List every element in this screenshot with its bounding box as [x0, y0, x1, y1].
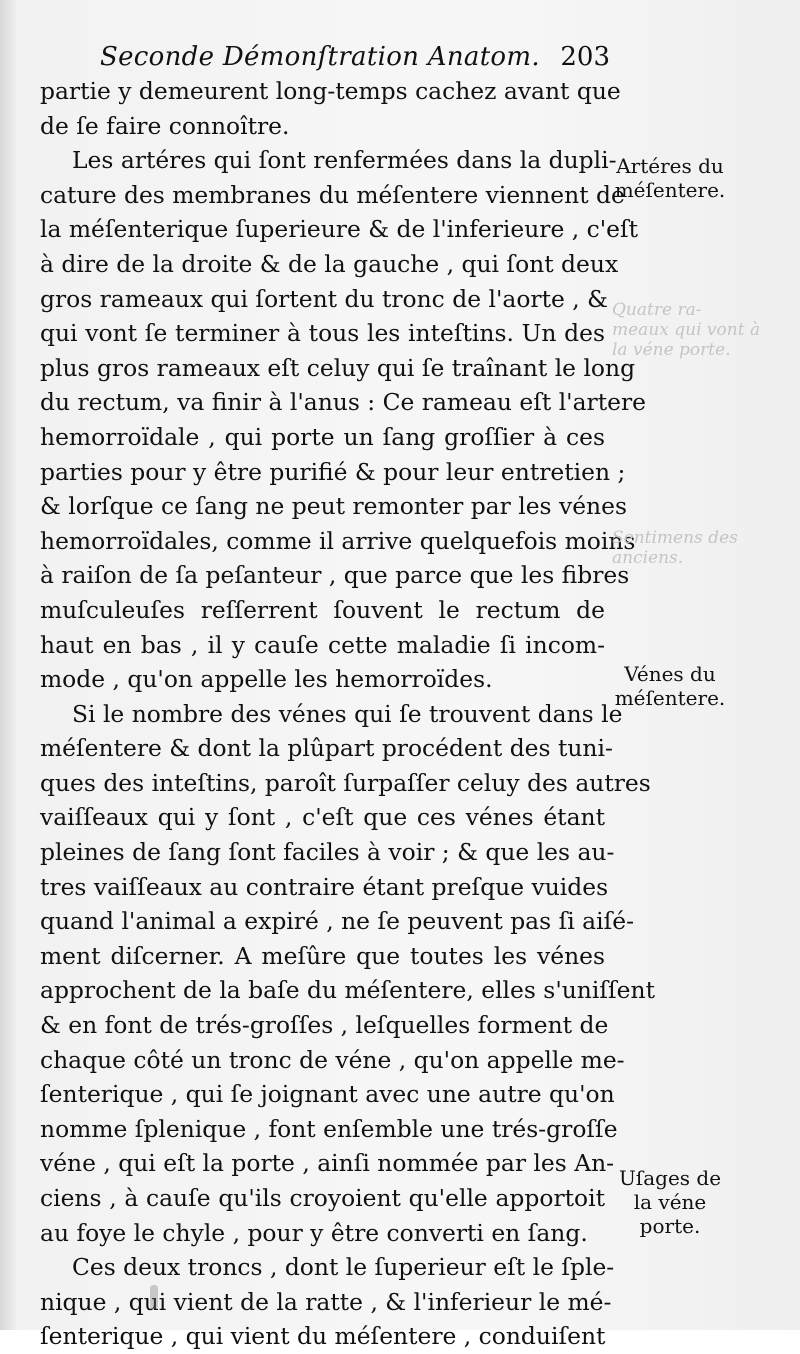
text-line: véne , qui eſt la porte , ainſi nommée par les An-	[40, 1149, 615, 1178]
margin-note-usages: Uſages de la véne porte.	[618, 1166, 722, 1238]
text-line: plus gros rameaux eſt celuy qui ſe traînant le long	[40, 353, 636, 382]
text-line: Les artéres qui ſont renfermées dans la dupli-	[72, 146, 617, 175]
text-line: méſentere & dont la plûpart procédent des tuni-	[40, 734, 613, 763]
text-line: parties pour y être purifié & pour leur entretien ;	[40, 457, 626, 486]
text-line: pleines de ſang ſont faciles à voir ; & que les au-	[40, 838, 615, 867]
margin-note-venes: Vénes du méſentere.	[614, 662, 726, 710]
text-line: ciens , à cauſe qu'ils croyoient qu'elle apportoit	[40, 1184, 605, 1212]
page-number: 203	[560, 42, 610, 72]
text-line: muſculeuſes reſſerrent ſouvent le rectum de	[40, 595, 605, 624]
text-line: nomme ſplenique , font enſemble une trés-groſſe	[40, 1114, 618, 1143]
running-title: Seconde Démonſtration Anatom.	[100, 42, 540, 72]
text-line: ſenterique , qui ſe joignant avec une autre qu'on	[40, 1080, 615, 1109]
text-line: du rectum, va finir à l'anus : Ce rameau eſt l'artere	[40, 388, 646, 417]
bleed-through-text: Quatre ra- meaux qui vont à la véne porte.	[612, 300, 761, 360]
page-header	[100, 38, 610, 78]
text-line: & lorſque ce ſang ne peut remonter par les vénes	[40, 492, 627, 521]
margin-note-arteres: Artéres du méſentere.	[614, 154, 726, 202]
text-line: cature des membranes du méſentere viennent de	[40, 180, 625, 209]
ink-mark	[150, 1285, 158, 1309]
text-line: au foye le chyle , pour y être converti en ſang.	[40, 1218, 588, 1247]
text-line: chaque côté un tronc de véne , qu'on appelle me-	[40, 1045, 625, 1074]
text-line: ques des inteſtins, paroît ſurpaſſer celuy des autres	[40, 768, 651, 797]
text-line: de ſe faire connoître.	[40, 111, 290, 140]
text-line: tres vaiſſeaux au contraire étant preſque vuides	[40, 872, 609, 901]
text-line: haut en bas , il y cauſe cette maladie ſi incom-	[40, 630, 605, 659]
text-line: Si le nombre des vénes qui ſe trouvent dans le	[72, 699, 623, 728]
text-line: vaiſſeaux qui y ſont , c'eſt que ces vénes étant	[40, 803, 605, 832]
text-line: & en font de trés-groſſes , leſquelles forment de	[40, 1011, 609, 1040]
text-line: à dire de la droite & de la gauche , qui ſont deux	[40, 249, 619, 278]
text-line: hemorroïdales, comme il arrive quelquefois moins	[40, 526, 636, 555]
text-line: quand l'animal a expiré , ne ſe peuvent pas ſi aiſé-	[40, 907, 634, 936]
text-line: mode , qu'on appelle les hemorroïdes.	[40, 665, 493, 694]
text-line: Ces deux troncs , dont le ſuperieur eſt le ſple-	[72, 1253, 615, 1282]
text-line: ſenterique , qui vient du méſentere , conduiſent	[40, 1322, 606, 1351]
bleed-through-text: Sentimens des anciens.	[612, 528, 738, 568]
text-line: à raiſon de ſa peſanteur , que parce que les fibres	[40, 561, 630, 590]
text-line: partie y demeurent long-temps cachez avant que	[40, 77, 621, 105]
text-line: la méſenterique ſuperieure & de l'inferieure , c'eſt	[40, 215, 639, 244]
text-line: nique , qui vient de la ratte , & l'inferieur le mé-	[40, 1287, 612, 1316]
text-line: hemorroïdale , qui porte un ſang groſſier à ces	[40, 422, 605, 451]
text-line: qui vont ſe terminer à tous les inteſtins. Un des	[40, 319, 605, 348]
text-line: approchent de la baſe du méſentere, elles s'uniſſent	[40, 976, 655, 1005]
body-text	[40, 74, 655, 1354]
text-line: ment diſcerner. A meſûre que toutes les vénes	[40, 941, 605, 970]
text-line: gros rameaux qui ſortent du tronc de l'aorte , &	[40, 284, 608, 313]
